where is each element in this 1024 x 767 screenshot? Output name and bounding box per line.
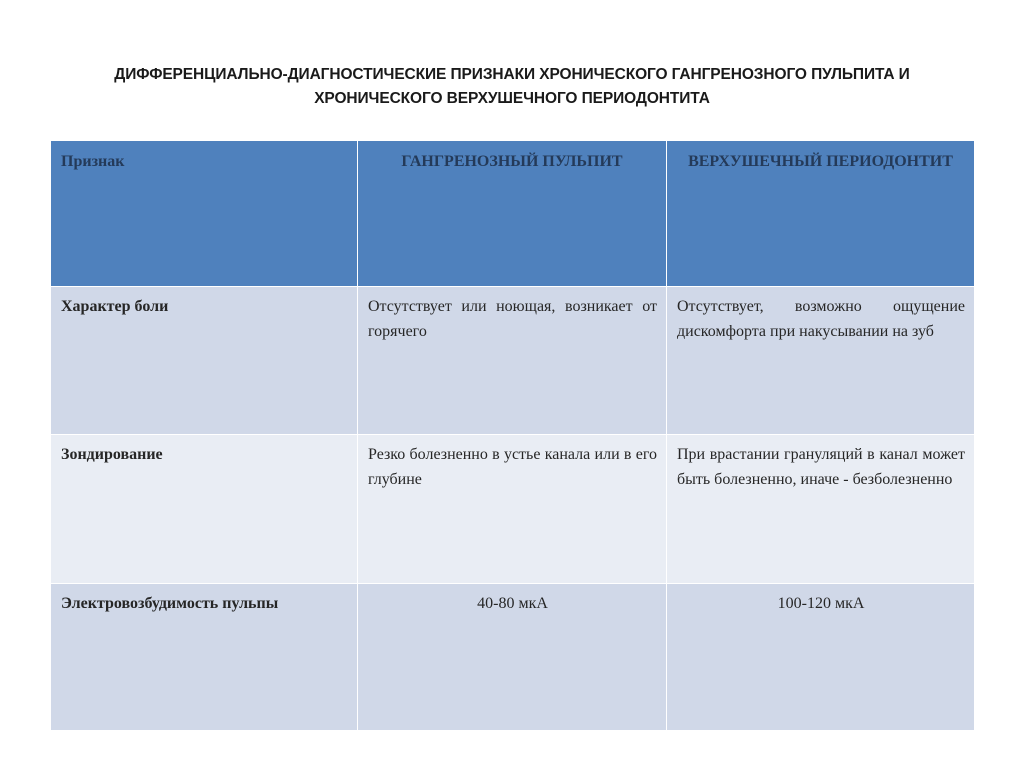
- row-feature-cell: Зондирование: [51, 435, 358, 584]
- table-row: [51, 584, 975, 731]
- row-pulpitis-cell: Резко болезненно в устье канала или в его глубине: [358, 435, 667, 584]
- comparison-table: [50, 140, 975, 731]
- row-periodontitis-cell: При врастании грануляций в канал может быть болезненно, иначе - безболезненно: [667, 435, 975, 584]
- table-row: [51, 287, 975, 435]
- row-feature-cell: Электровозбудимость пульпы: [51, 584, 358, 731]
- title-line-2: ХРОНИЧЕСКОГО ВЕРХУШЕЧНОГО ПЕРИОДОНТИТА: [314, 90, 710, 107]
- table-header-row: [51, 141, 975, 287]
- table-row: [51, 435, 975, 584]
- page-title: [60, 63, 964, 111]
- header-cell-feature: Признак: [51, 141, 358, 287]
- header-cell-apical-periodontitis: ВЕРХУШЕЧНЫЙ ПЕРИОДОНТИТ: [667, 141, 975, 287]
- row-pulpitis-cell: 40-80 мкА: [358, 584, 667, 731]
- header-cell-gangrenous-pulpitis: ГАНГРЕНОЗНЫЙ ПУЛЬПИТ: [358, 141, 667, 287]
- title-line-1: ДИФФЕРЕНЦИАЛЬНО-ДИАГНОСТИЧЕСКИЕ ПРИЗНАКИ ХРОНИЧЕСКОГО ГАНГРЕНОЗНОГО ПУЛЬПИТА И: [114, 66, 910, 83]
- row-periodontitis-cell: Отсутствует, возможно ощущение дискомфорта при накусывании на зуб: [667, 287, 975, 435]
- row-pulpitis-cell: Отсутствует или ноющая, возникает от горячего: [358, 287, 667, 435]
- row-periodontitis-cell: 100-120 мкА: [667, 584, 975, 731]
- row-feature-cell: Характер боли: [51, 287, 358, 435]
